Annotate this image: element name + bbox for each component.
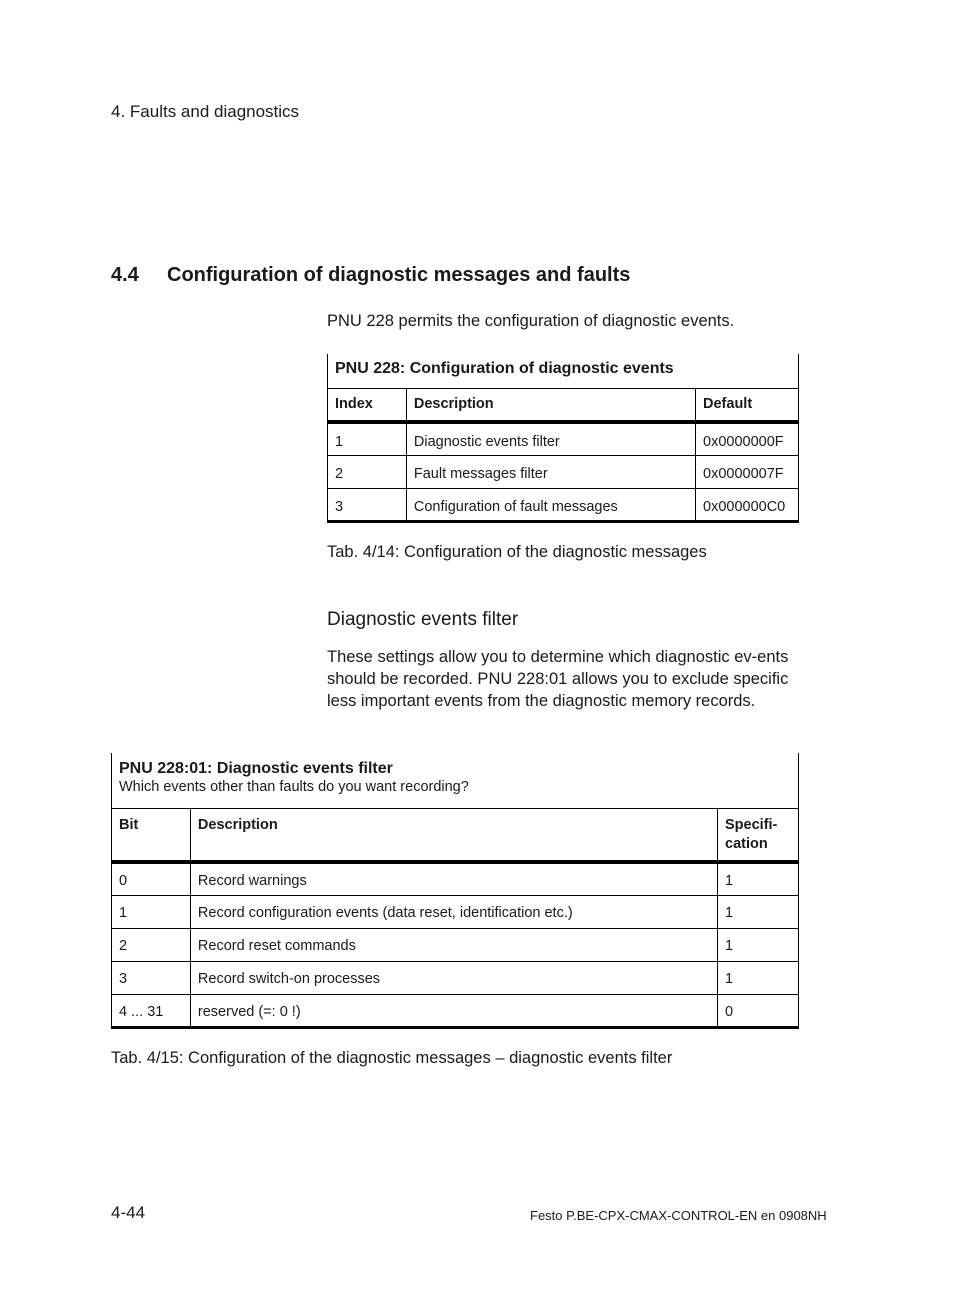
table-cell: 0x0000000F [696, 422, 799, 455]
column-header: Index [328, 388, 407, 422]
table-cell: 3 [328, 488, 407, 521]
table-caption: Tab. 4/15: Configuration of the diagnostic messages – diagnostic events filter [111, 1049, 673, 1067]
pnu228-table [327, 354, 799, 523]
table-cell: 1 [328, 422, 407, 455]
subsection-paragraph: These settings allow you to determine which diagnostic ev-ents should be recorded. PNU 228:01 allows you to exclude specific less important events from the diagnostic memory records. [327, 648, 789, 710]
table-cell: 0 [718, 994, 799, 1027]
section-number: 4.4 [111, 264, 139, 286]
chapter-header: 4. Faults and diagnostics [111, 102, 300, 121]
table-row [112, 928, 799, 961]
table-caption: Tab. 4/14: Configuration of the diagnostic messages [327, 543, 707, 561]
table-cell: Record reset commands [190, 928, 717, 961]
table-cell: reserved (=: 0 !) [190, 994, 717, 1027]
table-subtitle: Which events other than faults do you want recording? [119, 779, 469, 795]
column-header: Bit [112, 808, 191, 862]
intro-text: PNU 228 permits the configuration of diagnostic events. [327, 312, 735, 330]
table-row [328, 455, 799, 488]
table-cell: 1 [718, 928, 799, 961]
table-cell: 1 [718, 862, 799, 895]
subsection-title: Diagnostic events filter [327, 609, 519, 630]
column-header: Description [190, 808, 717, 862]
table-row [328, 422, 799, 455]
table-title: PNU 228: Configuration of diagnostic events [328, 354, 799, 388]
table-cell: Record warnings [190, 862, 717, 895]
table-cell: Record configuration events (data reset, identification etc.) [190, 895, 717, 928]
table-row [112, 961, 799, 994]
table-cell: 0x0000007F [696, 455, 799, 488]
column-header: Default [696, 388, 799, 422]
table-row [328, 488, 799, 521]
table-cell: 1 [718, 895, 799, 928]
table-cell: Configuration of fault messages [406, 488, 695, 521]
table-caption-cell [112, 753, 799, 808]
document-info: Festo P.BE-CPX-CMAX-CONTROL-EN en 0908NH [530, 1208, 827, 1223]
section-title: Configuration of diagnostic messages and faults [167, 264, 631, 286]
table-cell: 0 [112, 862, 191, 895]
table-cell: 2 [328, 455, 407, 488]
pnu228-01-table [111, 753, 799, 1029]
table-cell: 0x000000C0 [696, 488, 799, 521]
table-row [112, 862, 799, 895]
table-row [112, 895, 799, 928]
column-header: Specifi-cation [718, 808, 799, 862]
table-cell: 2 [112, 928, 191, 961]
table-cell: Fault messages filter [406, 455, 695, 488]
table-cell: Diagnostic events filter [406, 422, 695, 455]
table-cell: 1 [112, 895, 191, 928]
table-row [112, 994, 799, 1027]
table-cell: Record switch-on processes [190, 961, 717, 994]
table-cell: 4 ... 31 [112, 994, 191, 1027]
table-cell: 3 [112, 961, 191, 994]
page-number: 4-44 [111, 1203, 146, 1222]
table-cell: 1 [718, 961, 799, 994]
table-title: PNU 228:01: Diagnostic events filter [119, 760, 393, 777]
column-header: Description [406, 388, 695, 422]
